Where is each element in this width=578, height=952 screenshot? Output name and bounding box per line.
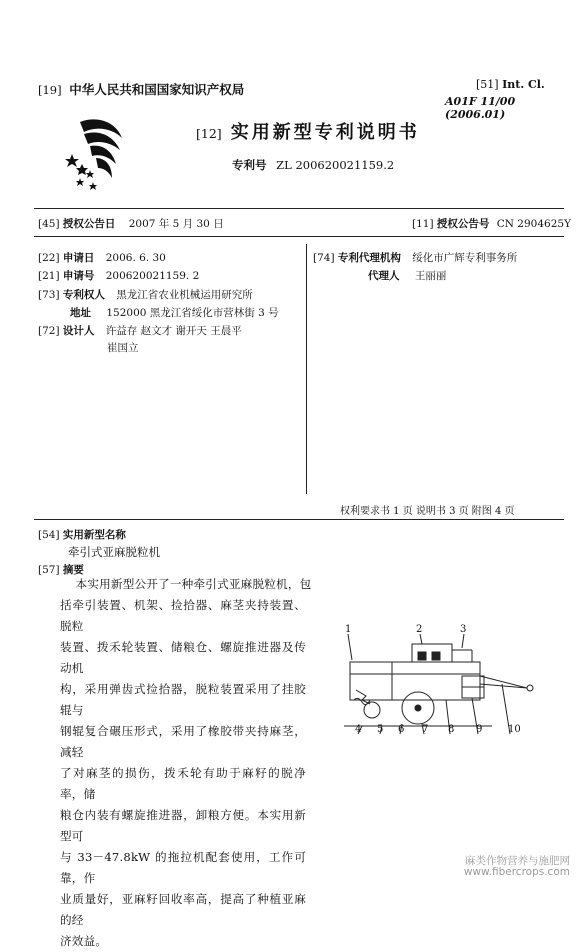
filing-date-row [38,250,166,265]
agent: 王丽丽 [414,270,447,282]
abstract-line: 业质量好，亚麻籽回收率高，提高了种植亚麻的经 [60,892,306,927]
figure-label: 7 [422,724,429,735]
code-19: [19] [38,83,62,97]
watermark-line1: 麻类作物营养与施肥网 [465,855,570,867]
code-73: [73] [38,289,60,301]
sipo-emblem [60,112,130,192]
figure-label: 2 [416,624,423,635]
app-no: 200620021159. 2 [105,270,200,282]
code-57: [57] [38,564,60,576]
code-22: [22] [38,252,60,264]
utility-model-title: 牵引式亚麻脱粒机 [68,545,160,559]
abstract-line: 括牵引装置、机架、捡拾器、麻茎夹持装置、脱粒 [60,598,306,633]
designer-label: 设计人 [62,325,95,337]
code-72: [72] [38,325,60,337]
code-12: [12] [196,126,222,141]
address: 152000 黑龙江省绥化市营林街 3 号 [106,307,279,319]
grant-date: 2007 年 5 月 30 日 [128,218,224,230]
app-no-row [38,268,199,283]
designer-row [38,323,242,338]
grant-date-label: 授权公告日 [62,218,116,230]
abstract-line: 粮仓内装有螺旋推进器，卸粮方便。本实用新型可 [60,808,306,843]
title-label: 实用新型名称 [62,529,126,541]
code-45: [45] [38,218,60,230]
agency: 绥化市广辉专利事务所 [412,252,518,264]
code-11: [11] [412,218,434,230]
figure-label: 9 [476,724,483,735]
patentee: 黑龙江省农业机械运用研究所 [116,289,253,301]
divider-abstract [34,519,564,520]
abstract-line: 本实用新型公开了一种牵引式亚麻脱粒机，包 [60,577,312,591]
abstract-line: 与 33－47.8kW 的拖拉机配套使用，工作可靠，作 [60,850,306,885]
abstract-body [60,574,312,952]
pub-no-label: 授权公告号 [436,218,490,230]
figure-label: 3 [460,624,467,635]
address-label: 地址 [70,307,91,319]
divider-grant [34,236,564,237]
intcl-label: Int. Cl. [502,78,545,91]
grant-date-line [38,216,224,231]
figure-label: 4 [355,724,362,735]
patentee-row [38,287,253,302]
pub-no: CN 2904625Y [496,218,572,230]
code-74: [74] [313,252,335,264]
code-54: [54] [38,529,60,541]
doc-type-title: 实用新型专利说明书 [230,122,420,143]
authority-line [38,80,244,98]
figure-label: 1 [345,624,352,635]
figure-label: 6 [398,724,405,735]
agent-label: 代理人 [368,270,400,282]
filing-date: 2006. 6. 30 [105,252,166,264]
agency-row [313,250,517,265]
patent-no: ZL 200620021159.2 [276,158,395,172]
abstract-line: 济效益。 [60,934,108,948]
watermark-line2: www.fibercrops.com [463,866,570,878]
app-no-label: 申请号 [62,270,95,282]
page-counts: 权利要求书 1 页 说明书 3 页 附图 4 页 [340,506,515,517]
abstract-label: 摘要 [62,564,84,576]
abstract-line: 钢辊复合碾压形式，采用了橡胶带夹持麻茎，减轻 [60,724,306,759]
pub-no-line [412,216,571,231]
doc-type-line [196,118,420,144]
designers-line2: 崔国立 [107,342,139,354]
address-row [70,305,279,320]
intcl-value: A01F 11/00 (2006.01) [445,95,516,121]
abstract-line: 构，采用弹齿式捡拾器，脱粒装置采用了挂胶辊与 [60,682,306,717]
authority-name: 中华人民共和国国家知识产权局 [69,82,245,97]
figure-label: 8 [448,724,455,735]
abstract-line: 装置、拨禾轮装置、储粮仓、螺旋推进器及传动机 [60,640,306,675]
column-divider [306,244,307,494]
patentee-label: 专利权人 [62,289,105,301]
title-label-row [38,527,126,542]
abstract-line: 了对麻茎的损伤，拨禾轮有助于麻籽的脱净率，储 [60,766,306,801]
patent-number-line [232,157,394,173]
figure-label: 5 [377,724,384,735]
divider-top [34,208,564,209]
intcl-label-line [476,78,545,91]
filing-date-label: 申请日 [62,252,95,264]
code-51: [51] [476,78,499,91]
code-21: [21] [38,270,60,282]
agency-label: 专利代理机构 [337,252,401,264]
figure-label: 10 [508,724,521,735]
designers-line1: 许益存 赵文才 谢开天 王晨平 [105,325,242,337]
agent-row [368,268,446,283]
patent-no-label: 专利号 [232,158,267,172]
